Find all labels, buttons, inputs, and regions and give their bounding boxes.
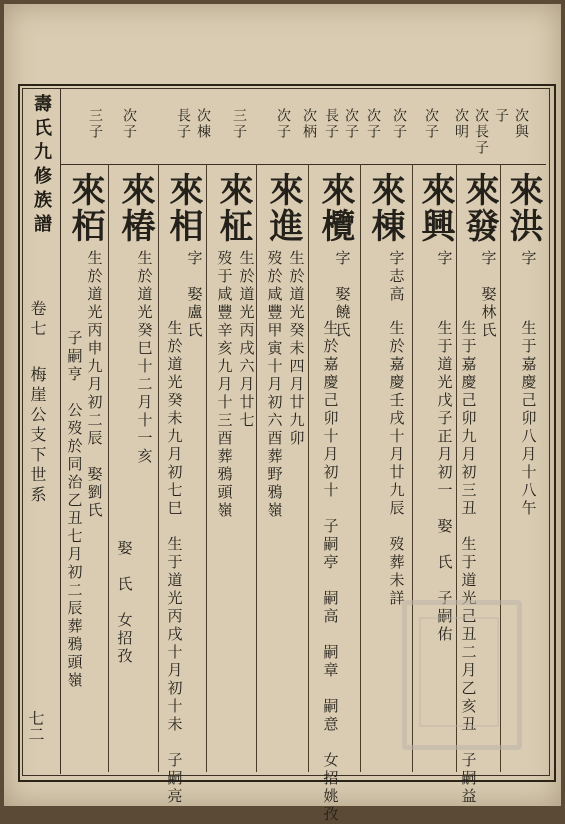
volume-label: 卷七 xyxy=(28,300,47,340)
entry-line: 字 娶饒氏 xyxy=(333,250,352,340)
register-cell: 次柄 xyxy=(301,108,317,140)
entry-name: 來柾 xyxy=(213,172,253,244)
register-cell: 次子 xyxy=(391,108,407,140)
entry-line: 生於嘉慶壬戌十月廿九辰 歿葬未詳 xyxy=(387,320,406,608)
register-cell: 三子 xyxy=(87,108,103,140)
register-cell: 次子 xyxy=(423,108,439,140)
library-seal-stamp xyxy=(402,600,522,750)
entry-line: 字 娶盧氏 xyxy=(185,250,204,340)
entry-line: 生於道光丙戌六月廿七 xyxy=(237,250,256,430)
entry-line: 生於道光癸未四月廿九卯 xyxy=(287,250,306,448)
entry-name: 來相 xyxy=(163,172,203,244)
entry-line: 歿于咸豐辛亥九月十三酉葬鴉頭嶺 xyxy=(215,250,234,520)
entry-name: 來發 xyxy=(459,172,499,244)
column-divider xyxy=(158,164,159,772)
register-cell: 長子 xyxy=(175,108,191,140)
entry-line: 生於道光丙申九月初二辰 娶劉氏 xyxy=(85,250,104,520)
entry-name: 來興 xyxy=(415,172,455,244)
entry-line: 生於嘉慶己卯十月初十 子嗣亭 嗣高 嗣章 嗣意 女招姚孜 xyxy=(321,320,340,824)
entry-line: 生於道光癸巳十二月十一亥 xyxy=(135,250,154,466)
register-cell: 次子 xyxy=(275,108,291,140)
column-divider xyxy=(206,164,207,772)
entry-line: 字 娶林氏 xyxy=(479,250,498,340)
register-cell: 次長子 xyxy=(473,108,489,156)
register-cell: 次與 xyxy=(513,108,529,140)
entry-name: 來椿 xyxy=(115,172,155,244)
column-divider xyxy=(308,164,309,772)
column-divider xyxy=(360,164,361,772)
entry-line: 娶 氏 女招孜 xyxy=(115,540,134,666)
column-divider xyxy=(108,164,109,772)
entry-name: 來洪 xyxy=(503,172,543,244)
entry-name: 來進 xyxy=(263,172,303,244)
entry-line: 歿於咸豐甲寅十月初六酉葬野鴉嶺 xyxy=(265,250,284,520)
register-cell: 長子 xyxy=(323,108,339,140)
entry-name: 來欖 xyxy=(315,172,355,244)
entry-line: 字志高 xyxy=(387,250,406,304)
page-number: 七二 xyxy=(26,710,45,742)
column-divider xyxy=(256,164,257,772)
section-label: 梅崖公支下世系 xyxy=(28,366,47,506)
register-cell: 次明 xyxy=(453,108,469,140)
register-cell: 次子 xyxy=(121,108,137,140)
entry-name: 來棟 xyxy=(365,172,405,244)
entry-line: 生於道光癸未九月初七巳 生于道光丙戌十月初十未 子嗣亮 xyxy=(165,320,184,806)
entry-line: 子嗣亨 公歿於同治乙丑七月初二辰葬鴉頭嶺 xyxy=(65,330,84,690)
entry-line: 字 xyxy=(519,250,538,268)
gutter-divider xyxy=(60,88,61,774)
entry-line: 生于道光戊子正月初一 娶 氏 子嗣佑 xyxy=(435,320,454,644)
entry-line: 生于嘉慶己卯九月初三丑 生于道光己丑二月乙亥丑 子嗣益 xyxy=(459,320,478,806)
register-cell: 三子 xyxy=(231,108,247,140)
book-title: 壽氏九修族譜 xyxy=(31,94,52,238)
register-cell: 子 xyxy=(493,108,509,124)
register-cell: 次子 xyxy=(343,108,359,140)
register-cell: 次棟 xyxy=(195,108,211,140)
entry-line: 字 xyxy=(435,250,454,268)
register-divider xyxy=(60,164,546,165)
entry-name: 來栢 xyxy=(65,172,105,244)
entry-line: 生于嘉慶己卯八月十八午 xyxy=(519,320,538,518)
register-cell: 次子 xyxy=(365,108,381,140)
